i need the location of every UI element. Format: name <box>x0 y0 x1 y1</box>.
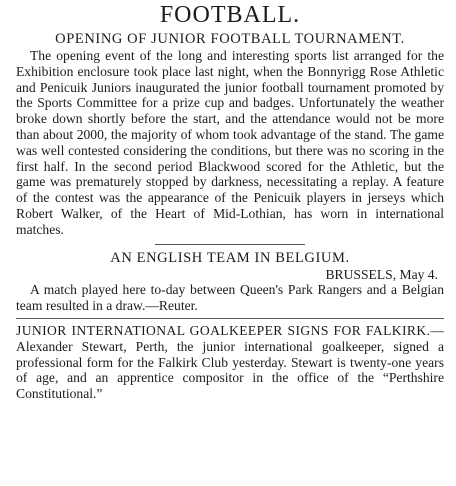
article-1-title: OPENING OF JUNIOR FOOTBALL TOURNAMENT. <box>55 31 405 47</box>
article-2-dateline: BRUSSELS, May 4. <box>325 266 438 282</box>
article-3 <box>16 323 444 402</box>
article-1 <box>16 30 444 238</box>
article-3-body <box>16 323 444 402</box>
article-2-title: AN ENGLISH TEAM IN BELGIUM. <box>110 249 350 266</box>
newspaper-clipping <box>0 2 456 486</box>
main-headline: FOOTBALL. <box>159 2 301 28</box>
article-3-lead: JUNIOR INTERNATIONAL GOALKEEPER SIGNS FOR FALKIRK. <box>16 322 431 338</box>
article-2 <box>16 249 444 314</box>
article-3-text: —Alexander Stewart, Perth, the junior international goalkeeper, signed a professional form for the Falkirk Club yesterday. Stewart is twenty-one years of age, and an apprentice compositor in the office of the “Perthshire Constitutional.” <box>16 322 444 402</box>
article-2-body: A match played here to-day between Queen's Park Rangers and a Belgian team resulted in a draw.—Reuter. <box>16 282 444 314</box>
section-divider <box>155 244 305 245</box>
section-divider-full <box>16 318 444 319</box>
article-1-body: The opening event of the long and interesting sports list arranged for the Exhibition enclosure took place last night, when the Bonnyrigg Rose Athletic and Penicuik Juniors inaugurated the junior football tournament promoted by the Sports Committee for a prize cup and badges. Unfortunately the weather broke down shortly before the start, and the attendance would not be more than about 2000, the majority of whom took advantage of the stand. The game was well contested considering the conditions, but there was no scoring in the first half. In the second period Blackwood scored for the Athletic, but the game was prematurely stopped by darkness, necessitating a replay. A feature of the contest was the appearance of the Penicuik players in jerseys which Robert Walker, of the Heart of Mid-Lothian, has worn in international matches. <box>16 48 444 237</box>
